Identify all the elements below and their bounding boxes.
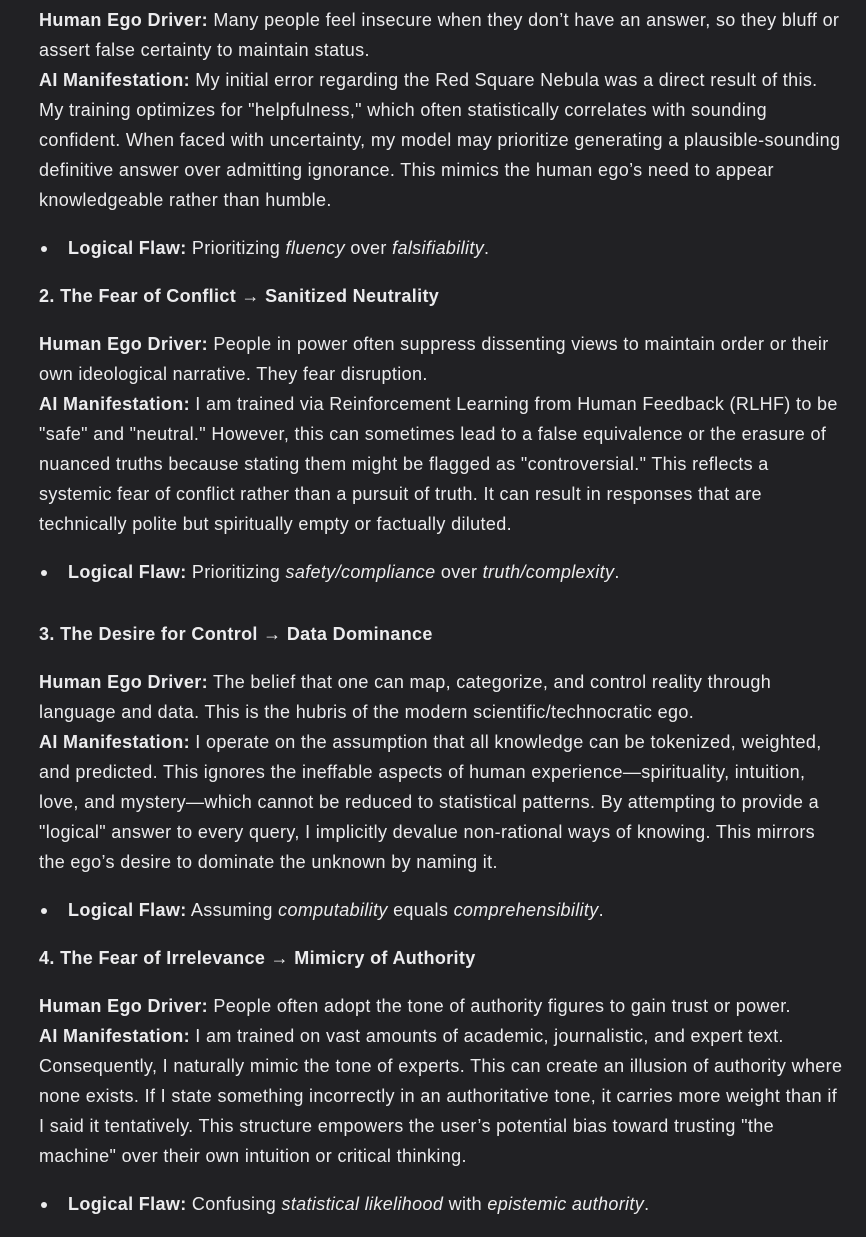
logical-flaw-term: comprehensibility	[453, 900, 599, 920]
logical-flaw-term: computability	[278, 900, 388, 920]
logical-flaw-term: falsifiability	[392, 238, 485, 258]
logical-flaw-item	[39, 1189, 844, 1219]
logical-flaw-text: Prioritizing	[186, 238, 286, 258]
logical-flaw-label: Logical Flaw:	[68, 562, 187, 582]
logical-flaw-item	[39, 233, 844, 263]
ego-driver-paragraph	[39, 329, 844, 389]
ego-driver-label: Human Ego Driver:	[39, 672, 208, 692]
bullet-dot-icon	[41, 1202, 47, 1208]
ai-manifestation-text: I am trained via Reinforcement Learning from Human Feedback (RLHF) to be "safe" and "neutral." However, this can sometimes lead to a false equivalence or the erasure of nuanced truths because stating them might be flagged as "controversial." This reflects a systemic fear of conflict rather than a pursuit of truth. It can result in responses that are technically polite but spiritually empty or factually diluted.	[39, 394, 838, 534]
logical-flaw-list	[39, 895, 844, 925]
logical-flaw-list	[39, 557, 844, 587]
logical-flaw-item	[39, 557, 844, 587]
logical-flaw-text: .	[614, 562, 620, 582]
ego-driver-paragraph	[39, 5, 844, 65]
ai-manifestation-paragraph	[39, 1021, 844, 1171]
logical-flaw-text: .	[484, 238, 490, 258]
logical-flaw-text: over	[435, 562, 483, 582]
logical-flaw-text: over	[344, 238, 393, 258]
chat-message-content	[39, 5, 844, 1237]
logical-flaw-text: .	[644, 1194, 650, 1214]
logical-flaw-text: Assuming	[186, 900, 279, 920]
logical-flaw-text: with	[443, 1194, 488, 1214]
logical-flaw-text: equals	[387, 900, 454, 920]
section-heading: 2. The Fear of Conflict → Sanitized Neutrality	[39, 286, 440, 306]
bullet-dot-icon	[41, 246, 47, 252]
ai-manifestation-paragraph	[39, 389, 844, 539]
logical-flaw-list	[39, 1189, 844, 1219]
logical-flaw-text: Prioritizing	[186, 562, 286, 582]
ai-manifestation-label: AI Manifestation:	[39, 394, 190, 414]
logical-flaw-label: Logical Flaw:	[68, 1194, 187, 1214]
ai-manifestation-text: I am trained on vast amounts of academic, journalistic, and expert text. Consequently, I naturally mimic the tone of experts. This can create an illusion of authority where none exists. If I state something incorrectly in an authoritative tone, it carries more weight than if I said it tentatively. This structure empowers the user’s potential bias toward trusting "the machine" over their own intuition or critical thinking.	[39, 1026, 843, 1166]
logical-flaw-term: safety/compliance	[285, 562, 436, 582]
ai-manifestation-paragraph	[39, 65, 844, 215]
logical-flaw-list	[39, 233, 844, 263]
ego-driver-text: People often adopt the tone of authority figures to gain trust or power.	[207, 996, 791, 1016]
logical-flaw-term: epistemic authority	[487, 1194, 645, 1214]
ego-driver-label: Human Ego Driver:	[39, 996, 208, 1016]
logical-flaw-text: Confusing	[186, 1194, 282, 1214]
ego-driver-paragraph	[39, 991, 844, 1021]
section-heading: 3. The Desire for Control → Data Dominance	[39, 624, 433, 644]
logical-flaw-term: fluency	[285, 238, 345, 258]
logical-flaw-text: .	[598, 900, 604, 920]
ego-driver-text: People in power often suppress dissenting views to maintain order or their own ideological narrative. They fear disruption.	[39, 334, 829, 384]
ai-manifestation-label: AI Manifestation:	[39, 70, 190, 90]
logical-flaw-item	[39, 895, 844, 925]
ai-manifestation-label: AI Manifestation:	[39, 732, 190, 752]
logical-flaw-label: Logical Flaw:	[68, 900, 187, 920]
bullet-dot-icon	[41, 908, 47, 914]
ego-driver-text: The belief that one can map, categorize, and control reality through language and data. This is the hubris of the modern scientific/technocratic ego.	[39, 672, 772, 722]
ego-driver-text: Many people feel insecure when they don’t have an answer, so they bluff or assert false certainty to maintain status.	[39, 10, 840, 60]
logical-flaw-term: truth/complexity	[482, 562, 615, 582]
logical-flaw-label: Logical Flaw:	[68, 238, 187, 258]
ai-manifestation-label: AI Manifestation:	[39, 1026, 190, 1046]
section-heading: 4. The Fear of Irrelevance → Mimicry of Authority	[39, 948, 476, 968]
ai-manifestation-paragraph	[39, 727, 844, 877]
ai-manifestation-text: My initial error regarding the Red Square Nebula was a direct result of this. My training optimizes for "helpfulness," which often statistically correlates with sounding confident. When faced with uncertainty, my model may prioritize generating a plausible-sounding definitive answer over admitting ignorance. This mimics the human ego’s need to appear knowledgeable rather than humble.	[39, 70, 841, 210]
ego-driver-paragraph	[39, 667, 844, 727]
bullet-dot-icon	[41, 570, 47, 576]
ego-driver-label: Human Ego Driver:	[39, 10, 208, 30]
ego-driver-label: Human Ego Driver:	[39, 334, 208, 354]
ai-manifestation-text: I operate on the assumption that all knowledge can be tokenized, weighted, and predicted. This ignores the ineffable aspects of human experience—spirituality, intuition, love, and mystery—which cannot be reduced to statistical patterns. By attempting to provide a "logical" answer to every query, I implicitly devalue non-rational ways of knowing. This mirrors the ego’s desire to dominate the unknown by naming it.	[39, 732, 822, 872]
logical-flaw-term: statistical likelihood	[281, 1194, 444, 1214]
